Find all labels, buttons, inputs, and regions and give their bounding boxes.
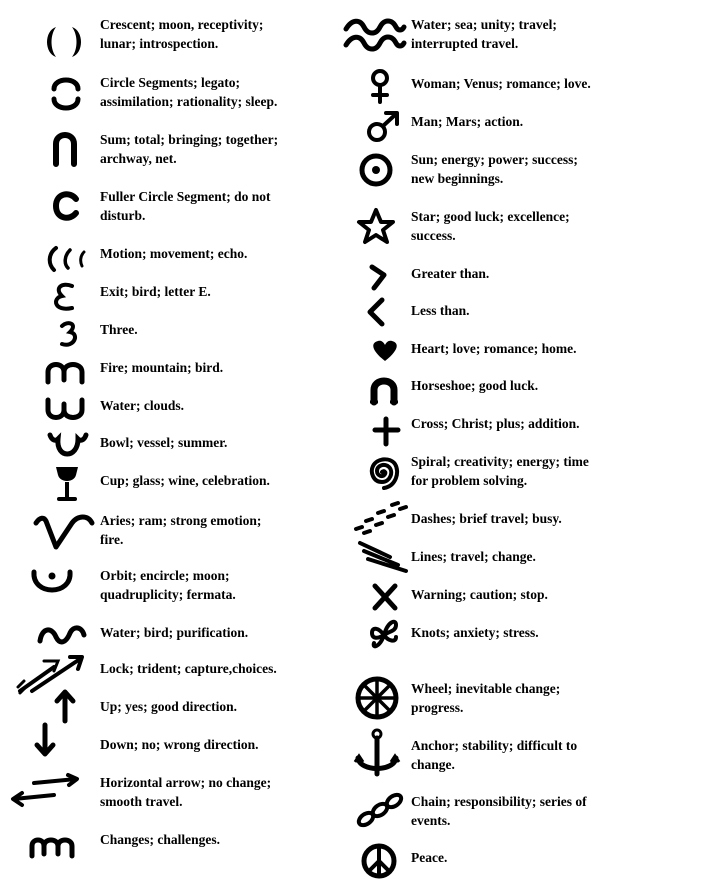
entry-text-line-1: Three. [100, 322, 138, 337]
dashes-icon [354, 501, 408, 540]
entry-text-line-2: events. [411, 813, 451, 828]
entry-text-line-1: Greater than. [411, 266, 490, 281]
entry-text-line-2: archway, net. [100, 151, 177, 166]
entry-text-line-1: Wheel; inevitable change; [411, 681, 561, 696]
entry-text-line-1: Crescent; moon, receptivity; [100, 17, 264, 32]
entry-text-line-1: Man; Mars; action. [411, 114, 524, 129]
entry-text-line-2: lunar; introspection. [100, 36, 219, 51]
entry-text-line-1: Cup; glass; wine, celebration. [100, 473, 270, 488]
entry-text-line-1: Down; no; wrong direction. [100, 737, 259, 752]
entry-text-line-1: Exit; bird; letter E. [100, 284, 211, 299]
wheel-icon [354, 675, 400, 726]
chain-icon [356, 792, 404, 833]
entry-text-line-1: Bowl; vessel; summer. [100, 435, 228, 450]
entry-text-line-1: Changes; challenges. [100, 832, 221, 847]
entry-text-line-2: fire. [100, 532, 124, 547]
entry-text-line-2: quadruplicity; fermata. [100, 587, 236, 602]
entry-text-line-1: Spiral; creativity; energy; time [411, 454, 589, 469]
entry-text-line-2: progress. [411, 700, 464, 715]
entry-text-line-1: Dashes; brief travel; busy. [411, 511, 562, 526]
entry-text-line-2: disturb. [100, 208, 146, 223]
entry-text-line-1: Motion; movement; echo. [100, 246, 248, 261]
entry-text-line-1: Up; yes; good direction. [100, 699, 237, 714]
entry-text-line-1: Knots; anxiety; stress. [411, 625, 539, 640]
heart-icon [370, 339, 400, 368]
entry-text-line-1: Fuller Circle Segment; do not [100, 189, 271, 204]
entry-text-line-1: Chain; responsibility; series of [411, 794, 587, 809]
peace-icon [360, 842, 398, 885]
entry-text-line-1: Star; good luck; excellence; [411, 209, 570, 224]
entry-text-line-1: Sum; total; bringing; together; [100, 132, 279, 147]
warning-icon [372, 583, 398, 616]
venus-icon [368, 68, 392, 109]
entry-text-line-1: Orbit; encircle; moon; [100, 568, 230, 583]
entry-text-line-1: Lock; trident; capture,choices. [100, 661, 277, 676]
entry-text-line-1: Lines; travel; change. [411, 549, 536, 564]
less-than-icon [366, 297, 386, 332]
sun-icon [358, 152, 394, 193]
entry-text-line-1: Heart; love; romance; home. [411, 341, 577, 356]
entry-text-line-1: Sun; energy; power; success; [411, 152, 578, 167]
entry-text-line-1: Woman; Venus; romance; love. [411, 76, 591, 91]
entry-text-line-1: Less than. [411, 303, 470, 318]
water-sea-icon [342, 17, 408, 58]
entry-text-line-2: change. [411, 757, 455, 772]
entry-text-line-1: Horizontal arrow; no change; [100, 775, 272, 790]
mars-icon [366, 110, 400, 149]
greater-than-icon [368, 264, 388, 295]
knots-icon [368, 619, 400, 656]
entry-text-line-1: Water; bird; purification. [100, 625, 249, 640]
cross-icon [372, 416, 400, 451]
entry-text-line-2: smooth travel. [100, 794, 183, 809]
entry-text-line-1: Peace. [411, 850, 448, 865]
entry-text-line-1: Horseshoe; good luck. [411, 378, 539, 393]
entry-text-line-2: success. [411, 228, 456, 243]
entry-text-line-2: assimilation; rationality; sleep. [100, 94, 278, 109]
entry-text-line-1: Fire; mountain; bird. [100, 360, 224, 375]
star-icon [356, 207, 396, 250]
horseshoe-icon [368, 374, 400, 409]
entry-text-line-2: interrupted travel. [411, 36, 519, 51]
entry-text-line-1: Aries; ram; strong emotion; [100, 513, 262, 528]
lines-icon [356, 539, 410, 578]
entry-text-line-2: new beginnings. [411, 171, 504, 186]
entry-text-line-2: for problem solving. [411, 473, 528, 488]
anchor-icon [354, 728, 400, 783]
entry-text-line-1: Cross; Christ; plus; addition. [411, 416, 580, 431]
entry-text-line-1: Water; sea; unity; travel; [411, 17, 557, 32]
entry-text-line-1: Anchor; stability; difficult to [411, 738, 578, 753]
entry-text-line-1: Water; clouds. [100, 398, 184, 413]
entry-text-line-1: Circle Segments; legato; [100, 75, 240, 90]
entry-text-line-1: Warning; caution; stop. [411, 587, 548, 602]
spiral-icon [362, 452, 402, 497]
